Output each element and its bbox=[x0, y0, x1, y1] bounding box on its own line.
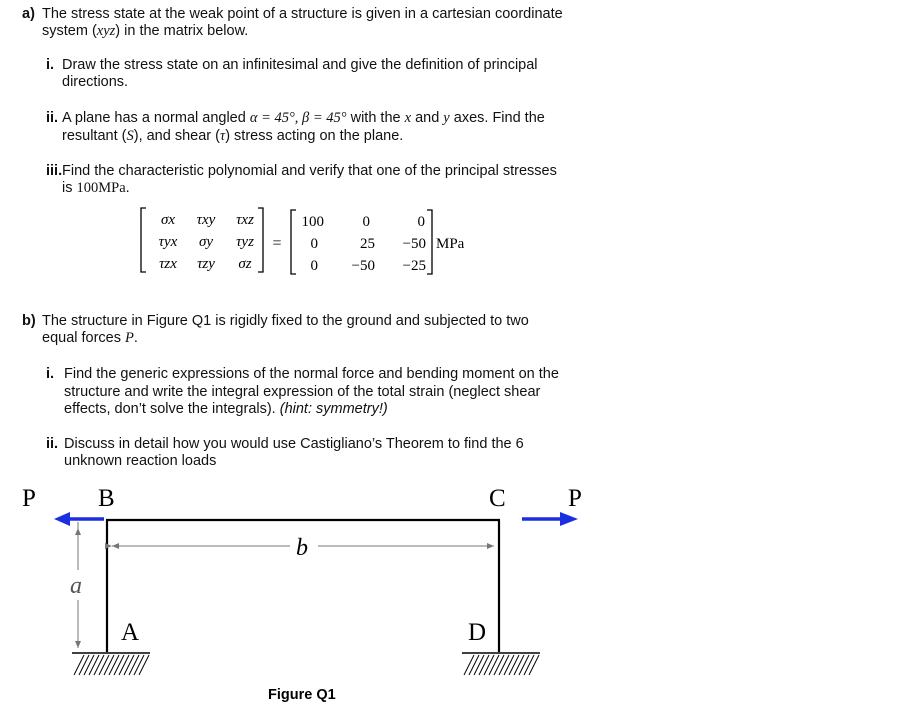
b-i-label: i. bbox=[46, 366, 55, 382]
stress-matrix bbox=[0, 0, 908, 290]
b-i-line3: effects, don’t solve the integrals). (hint: symmetry!) bbox=[64, 401, 388, 417]
m-v-20: 0 bbox=[310, 258, 318, 274]
a-ii-line2: resultant (S), and shear (τ) stress acting on the plane. bbox=[62, 128, 404, 144]
left-bracket-2 bbox=[291, 210, 296, 274]
b-i-line2: structure and write the integral expression of the total strain (neglect shear bbox=[64, 384, 541, 400]
m-v-10: 0 bbox=[310, 236, 318, 252]
label-p-left: P bbox=[22, 485, 36, 512]
part-b-label: b) bbox=[22, 313, 36, 329]
m-s-00: σx bbox=[160, 212, 176, 228]
m-s-01: τxy bbox=[196, 212, 216, 228]
right-bracket-1 bbox=[258, 208, 263, 272]
part-b-line1: The structure in Figure Q1 is rigidly fixed to the ground and subjected to two bbox=[42, 313, 529, 329]
figure-caption: Figure Q1 bbox=[268, 687, 336, 703]
m-s-21: τzy bbox=[197, 256, 215, 272]
m-v-02: 0 bbox=[417, 214, 425, 230]
a-iii-line2: is 100MPa. bbox=[62, 180, 130, 196]
label-a-node: A bbox=[121, 619, 140, 646]
support-d bbox=[462, 653, 540, 675]
label-c-node: C bbox=[489, 485, 506, 512]
b-ii-line1: Discuss in detail how you would use Castigliano’s Theorem to find the 6 bbox=[64, 436, 524, 452]
force-arrow-right bbox=[522, 512, 578, 526]
m-s-02: τxz bbox=[236, 212, 254, 228]
m-v-21: −50 bbox=[351, 258, 375, 274]
frame bbox=[106, 520, 500, 652]
m-unit: MPa bbox=[436, 236, 465, 252]
m-s-10: τyx bbox=[158, 234, 178, 250]
label-a-dim: a bbox=[70, 573, 82, 599]
b-i-line1: Find the generic expressions of the normal force and bending moment on the bbox=[64, 366, 559, 382]
m-s-12: τyz bbox=[236, 234, 254, 250]
part-a-line1: The stress state at the weak point of a structure is given in a cartesian coordinate bbox=[42, 6, 563, 22]
label-p-right: P bbox=[568, 485, 582, 512]
b-ii-label: ii. bbox=[46, 436, 59, 452]
label-d-node: D bbox=[468, 619, 487, 646]
m-v-11: 25 bbox=[360, 236, 375, 252]
m-v-12: −50 bbox=[402, 236, 426, 252]
m-s-20: τzx bbox=[159, 256, 177, 272]
m-s-22: σz bbox=[238, 256, 252, 272]
m-v-01: 0 bbox=[362, 214, 370, 230]
a-i-label: i. bbox=[46, 57, 55, 73]
m-v-22: −25 bbox=[402, 258, 426, 274]
a-i-line2: directions. bbox=[62, 74, 129, 90]
m-equals: = bbox=[272, 235, 282, 252]
a-ii-line1: A plane has a normal angled α = 45°, β = 45° with the x and y axes. Find the bbox=[62, 110, 545, 126]
force-arrow-left bbox=[54, 512, 104, 526]
part-b-line2: equal forces P. bbox=[42, 330, 138, 346]
right-bracket-2 bbox=[427, 210, 432, 274]
label-b-dim: b bbox=[296, 535, 308, 561]
label-b-node: B bbox=[98, 485, 115, 512]
left-bracket-1 bbox=[141, 208, 146, 272]
a-ii-label: ii. bbox=[46, 110, 59, 126]
a-iii-line1: Find the characteristic polynomial and verify that one of the principal stresses bbox=[62, 163, 557, 179]
m-v-00: 100 bbox=[301, 214, 324, 230]
a-i-line1: Draw the stress state on an infinitesimal and give the definition of principal bbox=[62, 57, 538, 73]
a-iii-label: iii. bbox=[46, 163, 63, 179]
b-ii-line2: unknown reaction loads bbox=[64, 453, 217, 469]
part-a-label: a) bbox=[22, 6, 35, 22]
m-s-11: σy bbox=[198, 234, 214, 250]
part-a-line2: system (xyz) in the matrix below. bbox=[42, 23, 249, 39]
support-a bbox=[72, 653, 150, 675]
